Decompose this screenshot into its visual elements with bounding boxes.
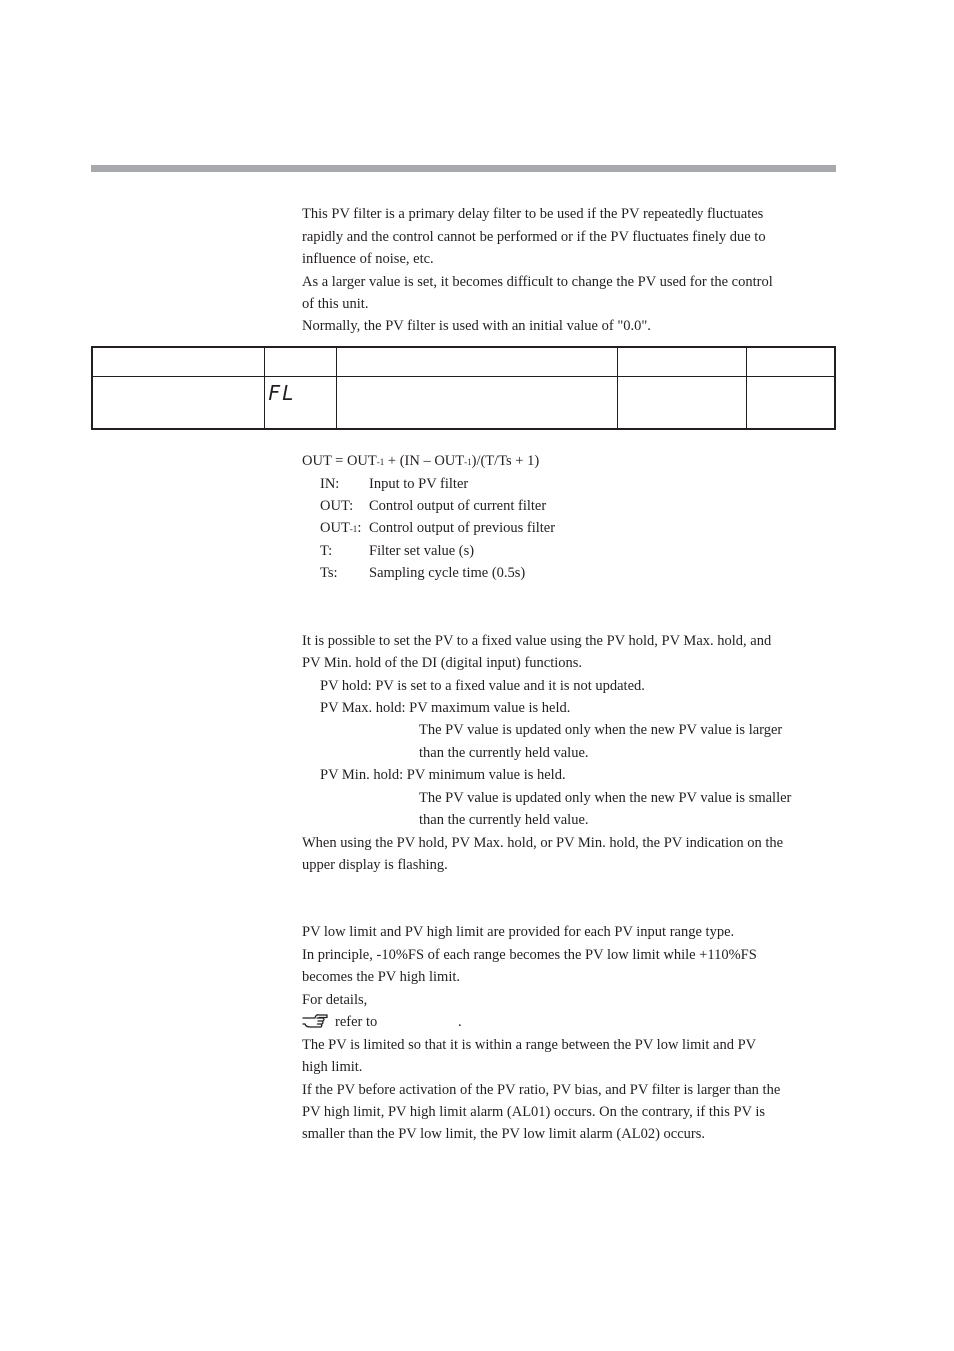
limit-line-2: In principle, -10%FS of each range becomes the PV low limit while +110%FS	[302, 947, 757, 963]
formula-def-t: T: Filter set value (s)	[320, 543, 475, 559]
hold-line-1: It is possible to set the PV to a fixed value using the PV hold, PV Max. hold, and	[302, 633, 772, 649]
limit-line-4: For details,	[302, 992, 368, 1008]
table-column-divider	[617, 348, 618, 428]
table-column-divider	[336, 348, 337, 428]
filter-intro-line-3: influence of noise, etc.	[302, 251, 434, 267]
filter-intro-line-6: Normally, the PV filter is used with an initial value of "0.0".	[302, 318, 651, 334]
section-header-rule	[91, 165, 836, 172]
pv-max-hold-detail-1: The PV value is updated only when the new PV value is larger	[419, 722, 783, 738]
filter-intro-line-4: As a larger value is set, it becomes difficult to change the PV used for the control	[302, 274, 773, 290]
table-header-divider	[93, 376, 834, 377]
limit-line-8: If the PV before activation of the PV ratio, PV bias, and PV filter is larger than the	[302, 1082, 781, 1098]
formula-def-out-prev: OUT-1: Control output of previous filter	[320, 520, 556, 536]
pv-max-hold-desc: PV Max. hold: PV maximum value is held.	[320, 700, 571, 716]
limit-line-7: high limit.	[302, 1059, 363, 1075]
formula-def-out: OUT: Control output of current filter	[320, 498, 547, 514]
limit-line-6: The PV is limited so that it is within a range between the PV low limit and PV	[302, 1037, 757, 1053]
hold-line-3: When using the PV hold, PV Max. hold, or PV Min. hold, the PV indication on the	[302, 835, 784, 851]
filter-intro-line-5: of this unit.	[302, 296, 369, 312]
hold-line-2: PV Min. hold of the DI (digital input) functions.	[302, 655, 583, 671]
filter-intro-line-2: rapidly and the control cannot be performed or if the PV fluctuates finely due to	[302, 229, 766, 245]
pv-min-hold-detail-1: The PV value is updated only when the new PV value is smaller	[419, 790, 792, 806]
filter-display-code: FL	[268, 381, 297, 405]
limit-line-3: becomes the PV high limit.	[302, 969, 461, 985]
limit-line-9: PV high limit, PV high limit alarm (AL01) occurs. On the contrary, if this PV is	[302, 1104, 766, 1120]
pv-hold-desc: PV hold: PV is set to a fixed value and it is not updated.	[320, 678, 645, 694]
pv-min-hold-desc: PV Min. hold: PV minimum value is held.	[320, 767, 566, 783]
filter-formula: OUT = OUT-1 + (IN – OUT-1)/(T/Ts + 1)	[302, 453, 540, 469]
pv-min-hold-detail-2: than the currently held value.	[419, 812, 589, 828]
formula-def-ts: Ts: Sampling cycle time (0.5s)	[320, 565, 526, 581]
refer-period: .	[458, 1014, 462, 1030]
table-column-divider	[264, 348, 265, 428]
pv-max-hold-detail-2: than the currently held value.	[419, 745, 589, 761]
filter-intro-line-1: This PV filter is a primary delay filter to be used if the PV repeatedly fluctuates	[302, 206, 764, 222]
table-column-divider	[746, 348, 747, 428]
limit-line-10: smaller than the PV low limit, the PV low limit alarm (AL02) occurs.	[302, 1126, 705, 1142]
limit-line-1: PV low limit and PV high limit are provided for each PV input range type.	[302, 924, 735, 940]
refer-to-link[interactable]: refer to	[335, 1014, 378, 1030]
parameter-table	[91, 346, 836, 430]
hold-line-4: upper display is flashing.	[302, 857, 448, 873]
pointing-hand-icon	[302, 1012, 328, 1035]
formula-def-in: IN: Input to PV filter	[320, 476, 469, 492]
